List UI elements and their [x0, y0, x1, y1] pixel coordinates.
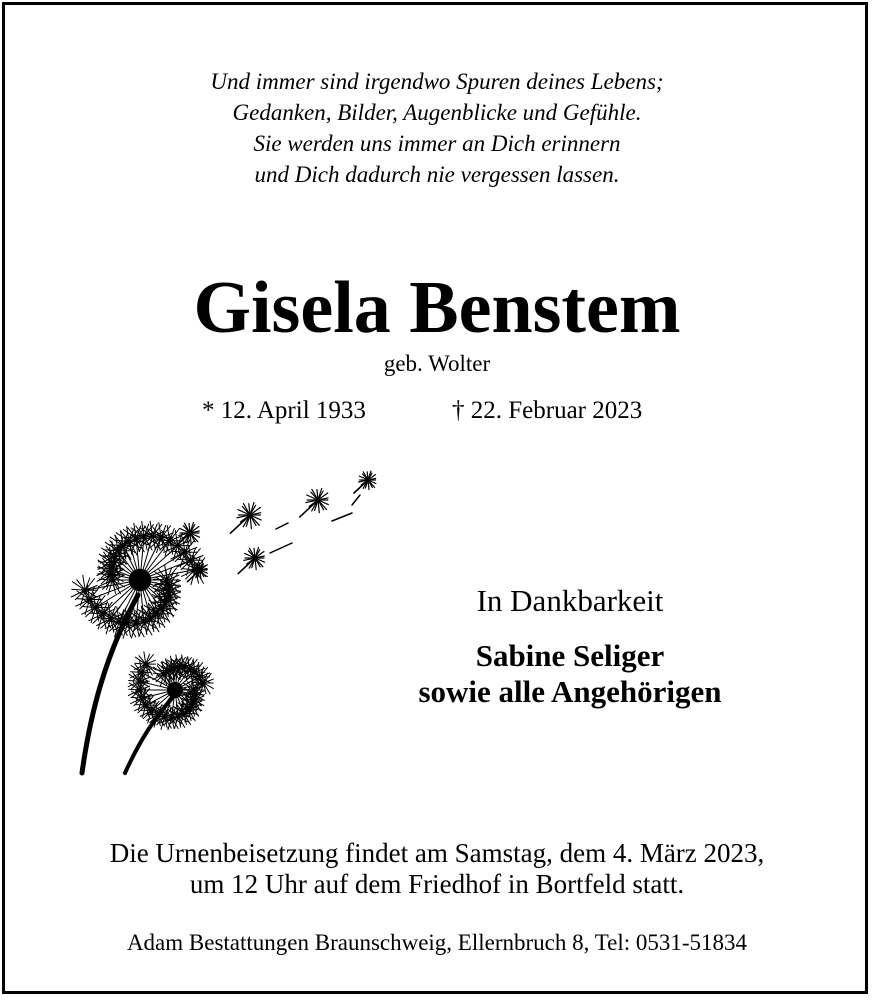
- poem: [0, 66, 874, 190]
- deceased-name: Gisela Benstem: [193, 267, 681, 349]
- dandelion-icon: [60, 455, 400, 785]
- thanks-intro: In Dankbarkeit: [476, 583, 664, 618]
- mourners-names: [360, 638, 780, 710]
- ceremony-line: um 12 Uhr auf dem Friedhof in Bortfeld statt.: [189, 869, 685, 899]
- death-date: † 22. Februar 2023: [452, 397, 643, 424]
- ceremony-line: Die Urnenbeisetzung findet am Samstag, dem 4. März 2023,: [109, 838, 765, 868]
- mourner-name: sowie alle Angehörigen: [418, 674, 722, 709]
- poem-line: Sie werden uns immer an Dich erinnern: [253, 131, 621, 156]
- poem-line: Und immer sind irgendwo Spuren deines Lebens;: [210, 69, 664, 94]
- mourner-name: Sabine Seliger: [475, 638, 665, 673]
- undertaker-info: Adam Bestattungen Braunschweig, Ellernbruch 8, Tel: 0531-51834: [126, 930, 748, 955]
- poem-line: und Dich dadurch nie vergessen lassen.: [254, 162, 620, 187]
- poem-line: Gedanken, Bilder, Augenblicke und Gefühle.: [232, 100, 642, 125]
- birth-date: * 12. April 1933: [202, 397, 366, 424]
- maiden-name: geb. Wolter: [383, 351, 491, 376]
- ceremony-info: [0, 838, 874, 900]
